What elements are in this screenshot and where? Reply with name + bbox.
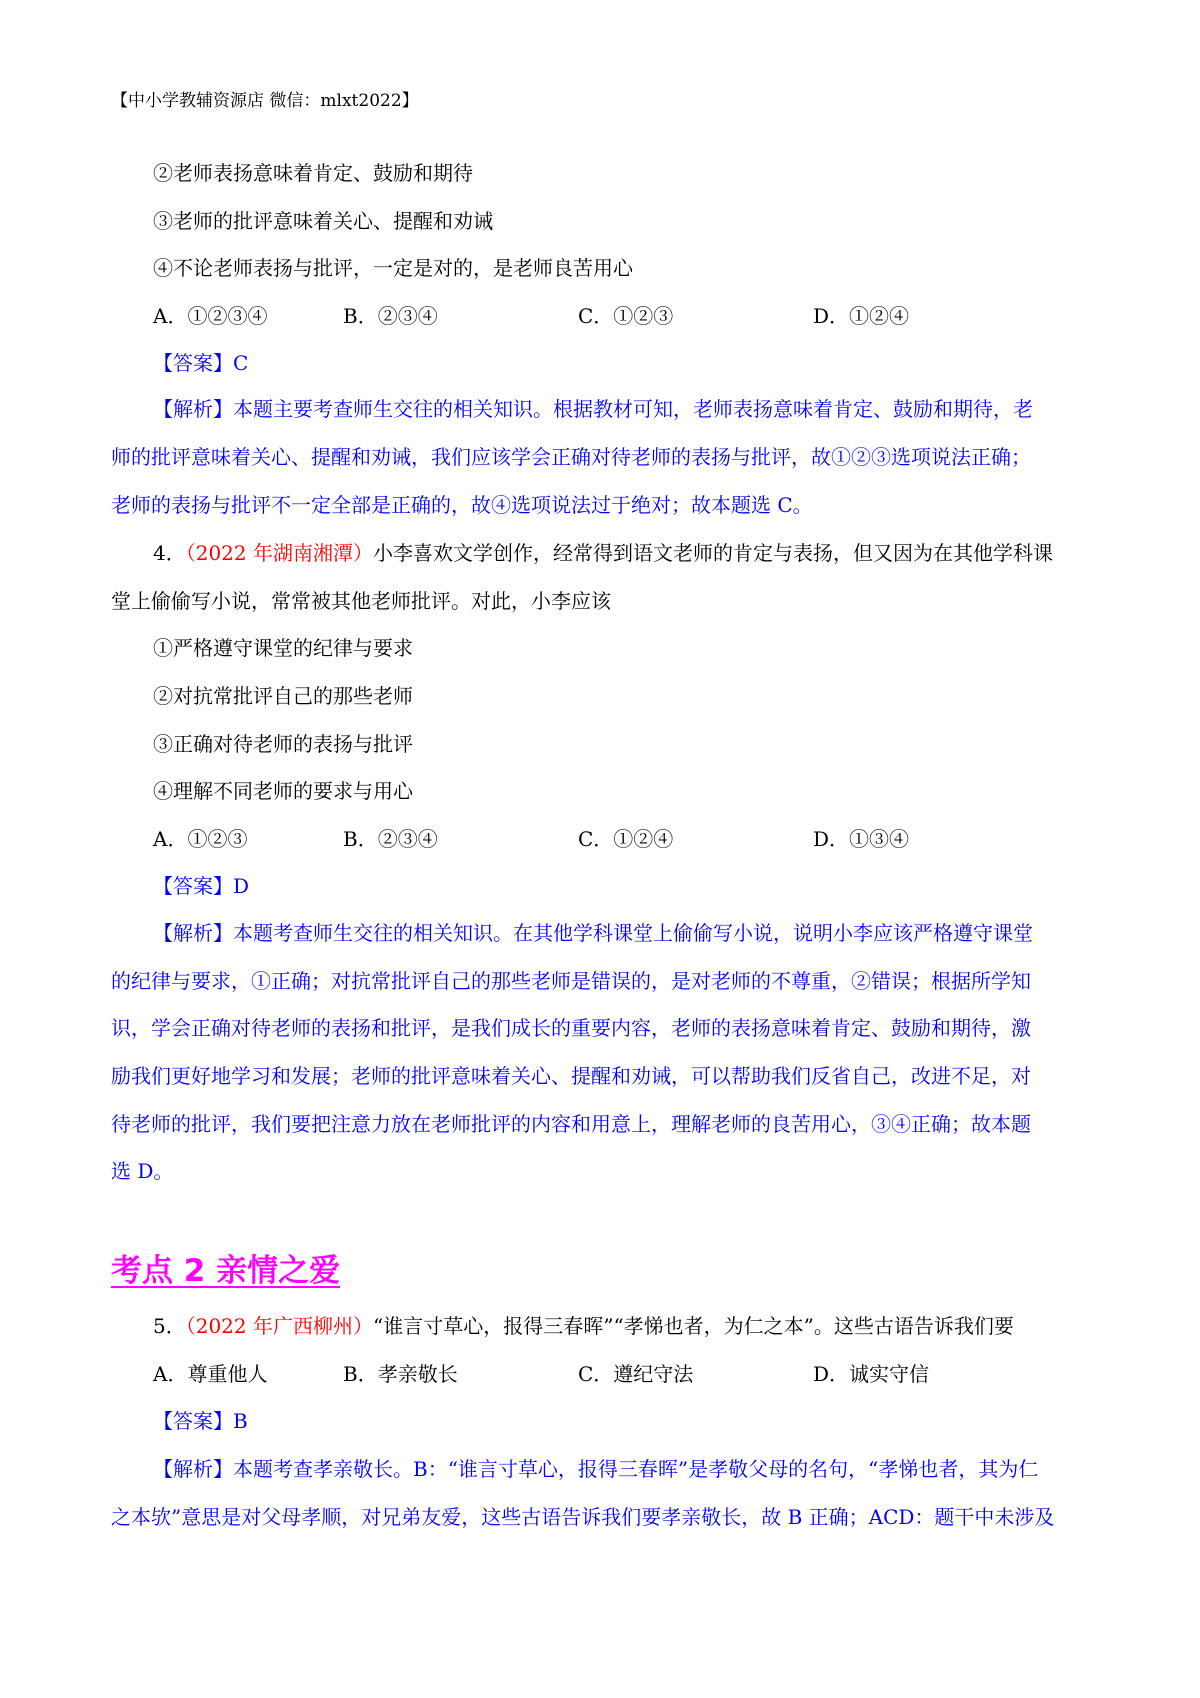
q3-option-c: C．①②③ [578,304,674,328]
analysis-label: 【解析】 [153,1457,233,1481]
q5-analysis-line-2: 之本欤”意思是对父母孝顺，对兄弟友爱，这些古语告诉我们要孝亲敬长，故 B 正确；ACD：题干中未涉及 [111,1505,1055,1529]
analysis-text: 本题考查师生交往的相关知识。在其他学科课堂上偷偷写小说，说明小李应该严格遵守课堂 [233,921,1033,945]
q4-option-a: A．①②③ [153,827,248,851]
page-header: 【中小学教辅资源店 微信：mlxt2022】 [111,91,419,111]
q5-option-a: A．尊重他人 [153,1362,268,1386]
q5-option-b: B．孝亲敬长 [343,1362,458,1386]
q4-analysis-line-2: 的纪律与要求，①正确；对抗常批评自己的那些老师是错误的，是对老师的不尊重，②错误；根据所学知 [111,969,1031,993]
q4-analysis-line-1 [153,917,1033,946]
q5-answer [153,1405,248,1434]
answer-label: 【答案】 [153,874,233,898]
q4-analysis-line-3: 识，学会正确对待老师的表扬和批评，是我们成长的重要内容，老师的表扬意味着肯定、鼓励和期待，激 [111,1016,1031,1040]
q5-stem [153,1310,1014,1339]
answer-label: 【答案】 [153,1409,233,1433]
q5-option-c: C．遵纪守法 [578,1362,694,1386]
q4-analysis-line-5: 待老师的批评，我们要把注意力放在老师批评的内容和用意上，理解老师的良苦用心，③④正确；故本题 [111,1112,1031,1136]
q4-stem-line-1 [153,537,1053,566]
analysis-label: 【解析】 [153,921,233,945]
q3-analysis-line-2: 师的批评意味着关心、提醒和劝诫，我们应该学会正确对待老师的表扬与批评，故①②③选项说法正确； [111,445,1031,469]
q4-option-c: C．①②④ [578,827,674,851]
q4-statement-2: ②对抗常批评自己的那些老师 [153,684,413,708]
analysis-label: 【解析】 [153,397,233,421]
answer-value: D [233,874,250,898]
q4-statement-1: ①严格遵守课堂的纪律与要求 [153,636,413,660]
q4-option-b: B．②③④ [343,827,438,851]
q4-option-d: D．①③④ [813,827,910,851]
q3-analysis-line-1 [153,393,1033,422]
question-source: （2022 年广西柳州） [185,1314,373,1338]
answer-label: 【答案】 [153,351,233,375]
answer-value: C [233,351,249,375]
question-stem: 小李喜欢文学创作，经常得到语文老师的肯定与表扬，但又因为在其他学科课 [373,541,1053,565]
q3-statement-3: ③老师的批评意味着关心、提醒和劝诫 [153,209,493,233]
analysis-text: 本题考查孝亲敬长。B：“谁言寸草心，报得三春晖”是孝敬父母的名句，“孝悌也者，其为仁 [233,1457,1039,1481]
q4-analysis-line-4: 励我们更好地学习和发展；老师的批评意味着关心、提醒和劝诫，可以帮助我们反省自己，改进不足，对 [111,1064,1031,1088]
q3-answer [153,347,248,376]
q5-option-d: D．诚实守信 [813,1362,930,1386]
question-stem: “谁言寸草心，报得三春晖”“孝悌也者，为仁之本”。这些古语告诉我们要 [373,1314,1014,1338]
q4-statement-4: ④理解不同老师的要求与用心 [153,779,413,803]
q5-analysis-line-1 [153,1453,1038,1482]
q4-statement-3: ③正确对待老师的表扬与批评 [153,732,413,756]
q3-analysis-line-3: 老师的表扬与批评不一定全部是正确的，故④选项说法过于绝对；故本题选 C。 [111,493,813,517]
question-source: （2022 年湖南湘潭） [185,541,373,565]
question-number: 5． [153,1314,186,1338]
q4-answer [153,870,249,899]
q3-option-b: B．②③④ [343,304,438,328]
analysis-text: 本题主要考查师生交往的相关知识。根据教材可知，老师表扬意味着肯定、鼓励和期待，老 [233,397,1033,421]
q4-stem-line-2: 堂上偷偷写小说，常常被其他老师批评。对此，小李应该 [111,589,611,613]
q3-statement-4: ④不论老师表扬与批评，一定是对的，是老师良苦用心 [153,256,633,280]
question-number: 4． [153,541,186,565]
answer-value: B [233,1409,248,1433]
q3-statement-2: ②老师表扬意味着肯定、鼓励和期待 [153,161,473,185]
q3-option-d: D．①②④ [813,304,910,328]
q3-option-a: A．①②③④ [153,304,268,328]
q4-analysis-line-6: 选 D。 [111,1159,174,1183]
section-title: 考点 2 亲情之爱 [111,1253,341,1289]
